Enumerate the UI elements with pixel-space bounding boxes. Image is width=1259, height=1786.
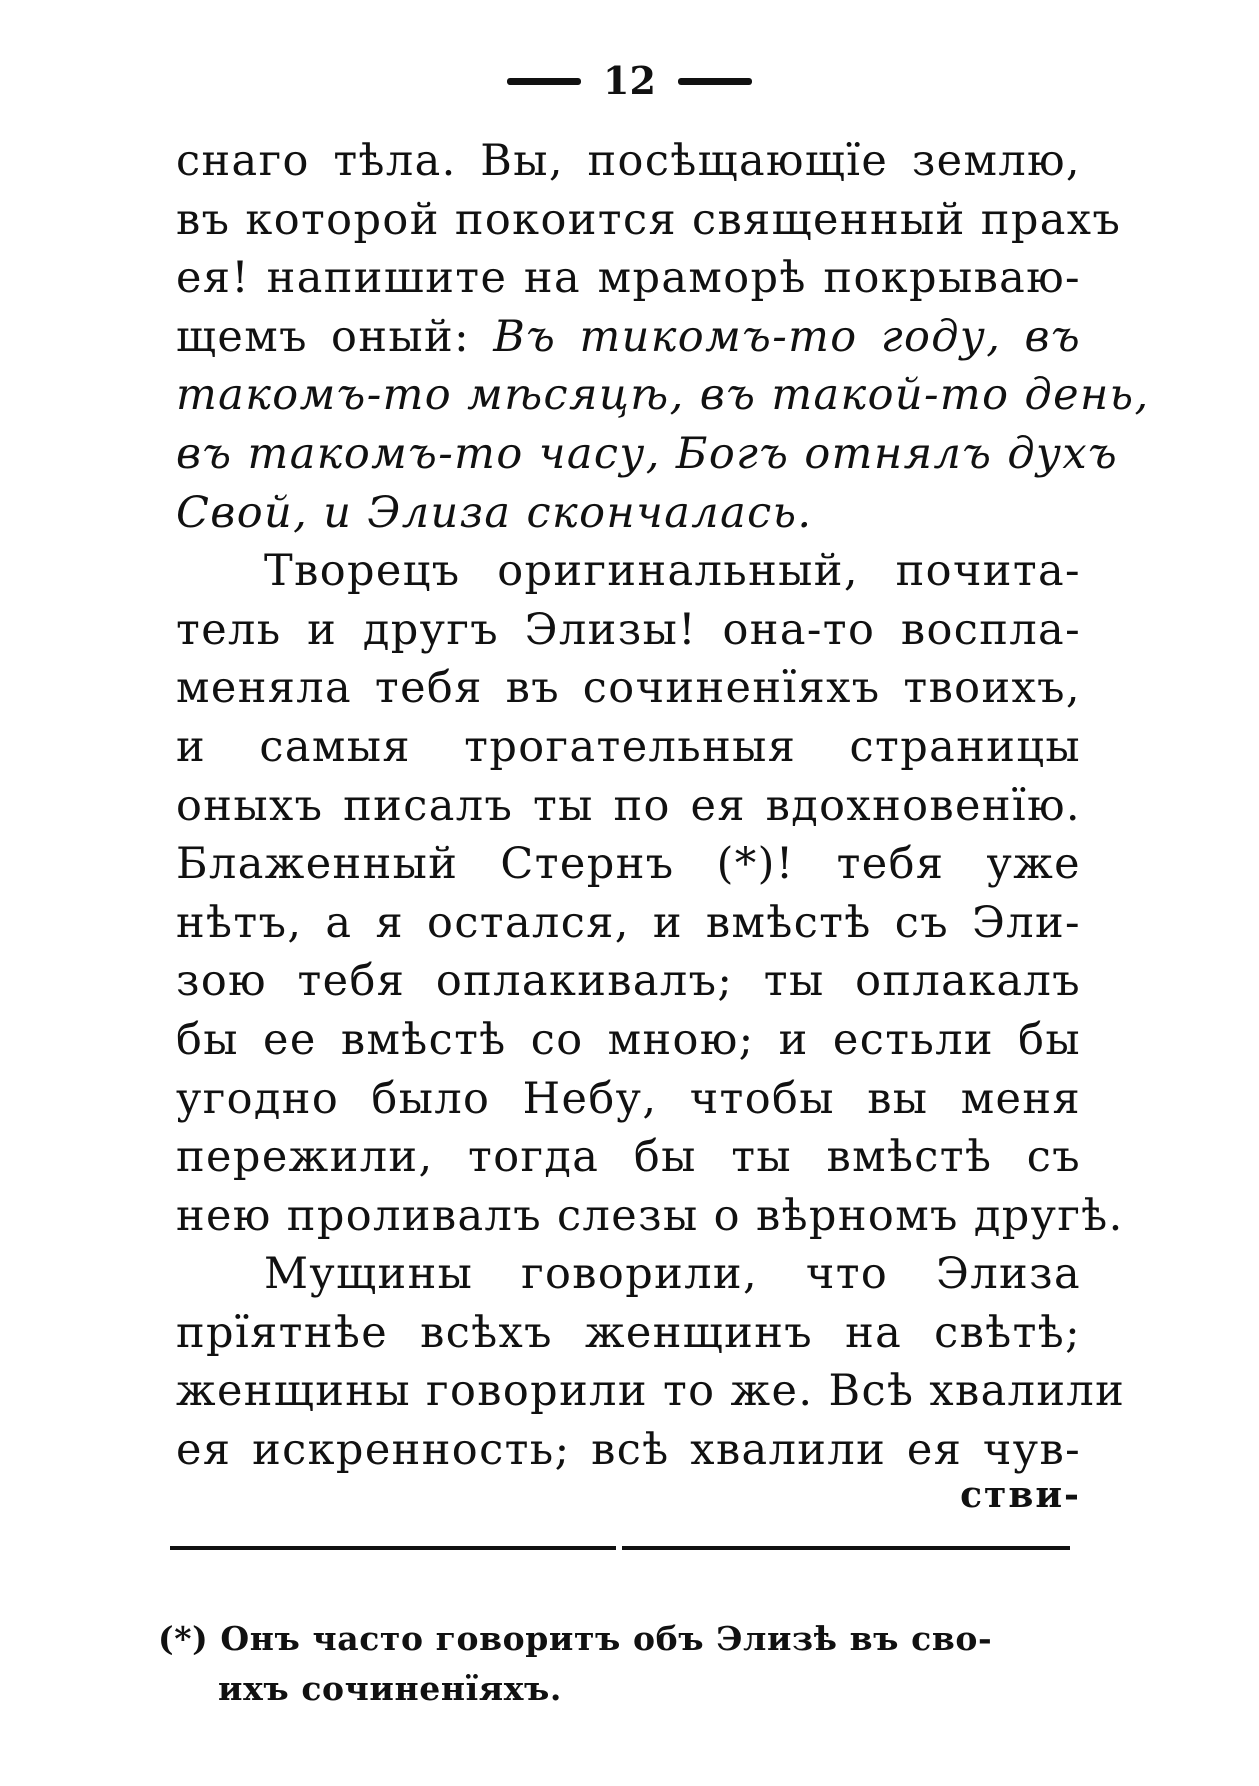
- footnote: [158, 1614, 1078, 1714]
- text-line: нею проливалъ слезы о вѣрномъ другѣ.: [176, 1190, 1124, 1241]
- text-line: и самыя трогательныя страницы: [176, 721, 1081, 772]
- epitaph-line: [176, 425, 1119, 484]
- footnote-rule-left: [170, 1546, 616, 1550]
- footnote-line: ихъ сочиненїяхъ.: [218, 1669, 562, 1708]
- text-line: меняла тебя въ сочиненїяхъ твоихъ,: [176, 663, 1081, 714]
- text-line: снаго тѣла. Вы, посѣщающїе землю,: [176, 136, 1081, 186]
- epitaph-line: [176, 484, 1081, 543]
- text-line-roman: щемъ оный:: [176, 311, 494, 362]
- header-right-rule: [678, 78, 752, 85]
- text-line: женщины говорили то же. Всѣ хвалили: [176, 1366, 1126, 1417]
- text-line: угодно было Небу, чтобы вы меня: [176, 1073, 1081, 1124]
- epitaph-text: Свой, и Элиза скончалась.: [176, 487, 813, 538]
- text-line: въ которой покоится священный прахъ: [176, 194, 1122, 245]
- paragraph-start: Творецъ оригинальный, почита-: [264, 546, 1081, 597]
- page-number: 12: [603, 58, 656, 103]
- main-text: [176, 132, 1150, 1480]
- text-line: нѣтъ, а я остался, и вмѣстѣ съ Эли-: [176, 897, 1081, 948]
- text-line: ея! напишите на мраморѣ покрываю-: [176, 253, 1081, 304]
- text-line: ея искренность; всѣ хвалили ея чув-: [176, 1425, 1081, 1476]
- epitaph-text: такомъ-то мѣсяцѣ, въ такой-то день,: [176, 370, 1150, 421]
- footnote-divider: [170, 1546, 1070, 1550]
- footnote-rule-right: [622, 1546, 1070, 1550]
- text-line: тель и другъ Элизы! она-то воспла-: [176, 604, 1081, 655]
- text-line: оныхъ писалъ ты по ея вдохновенїю.: [176, 780, 1081, 831]
- text-line: Блаженный Стернъ (*)! тебя уже: [176, 839, 1081, 890]
- epitaph-text: въ такомъ-то часу, Богъ отнялъ духъ: [176, 428, 1119, 479]
- header-left-rule: [507, 78, 581, 85]
- epitaph-line: [176, 366, 1150, 425]
- text-line: пережили, тогда бы ты вмѣстѣ съ: [176, 1132, 1081, 1183]
- paragraph-start: Мущины говорили, что Элиза: [264, 1249, 1081, 1300]
- text-line: зою тебя оплакивалъ; ты оплакалъ: [176, 956, 1081, 1007]
- text-line: прїятнѣе всѣхъ женщинъ на свѣтѣ;: [176, 1307, 1081, 1358]
- epitaph-line: Въ тикомъ-то году, въ: [493, 311, 1082, 362]
- text-line: бы ее вмѣстѣ со мною; и естьли бы: [176, 1014, 1081, 1065]
- catchword: стви-: [960, 1474, 1081, 1516]
- text-line: [176, 308, 1081, 367]
- page-header: [0, 58, 1259, 103]
- footnote-line: (*) Онъ часто говоритъ объ Элизѣ въ сво-: [158, 1619, 993, 1658]
